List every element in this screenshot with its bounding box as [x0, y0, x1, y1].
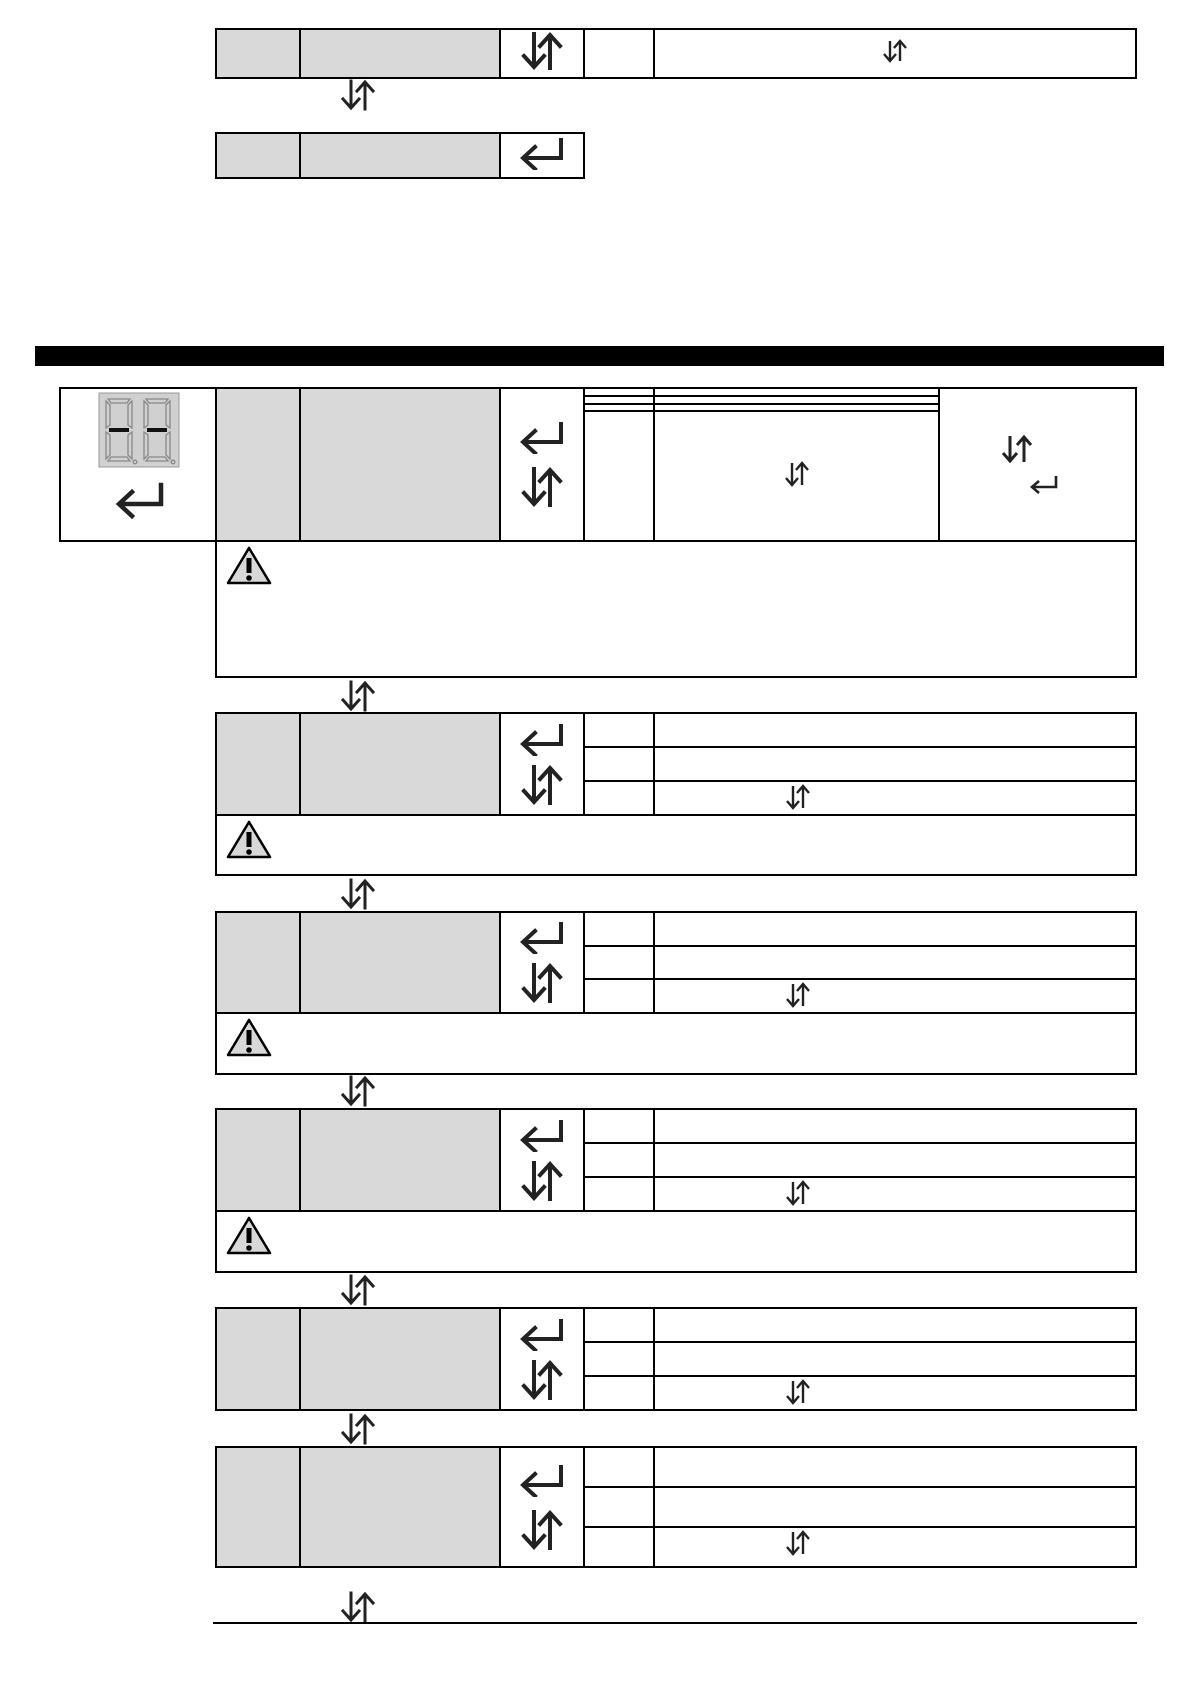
warning-triangle-icon: [225, 1215, 273, 1257]
param-name-cell: [300, 1109, 500, 1211]
up-down-arrows-icon: [785, 982, 811, 1008]
warning-note-2: [215, 815, 1137, 876]
parameter-block-3: [215, 911, 1137, 1014]
param-name-cell: [300, 912, 500, 1013]
warning-triangle-icon: [225, 819, 273, 861]
option-desc-cell: [654, 1447, 1136, 1487]
up-down-arrows-icon: [340, 679, 376, 713]
up-down-arrows-icon: [520, 1159, 564, 1203]
param-name-cell: [300, 1308, 500, 1410]
up-down-arrows-icon: [520, 30, 564, 72]
option-code-cell: [584, 1527, 654, 1567]
option-code-cell: [584, 912, 654, 946]
option-code-cell: [584, 388, 654, 396]
enter-return-arrow-icon: [517, 1118, 567, 1152]
option-code-cell: [584, 1376, 654, 1410]
up-down-arrows-icon: [785, 1180, 811, 1206]
param-code-cell: [216, 1447, 300, 1567]
up-down-arrows-icon: [340, 1273, 376, 1307]
option-desc-cell: [654, 404, 939, 412]
param-code-cell: [216, 912, 300, 1013]
param-code-cell: [216, 388, 300, 541]
option-desc-cell: [654, 1527, 1136, 1567]
enter-return-arrow-icon: [517, 722, 567, 756]
param-code-cell: [216, 29, 300, 78]
option-desc-cell: [654, 1109, 1136, 1143]
up-down-arrows-icon: [784, 461, 810, 487]
option-desc-cell: [654, 29, 1136, 78]
param-code-cell: [216, 1308, 300, 1410]
top-enter-row: [215, 132, 585, 179]
option-desc-cell: [654, 912, 1136, 946]
up-down-arrows-icon: [785, 784, 811, 810]
option-code-cell: [584, 1487, 654, 1527]
enter-return-arrow-icon: [517, 136, 567, 170]
nav-icons-cell: [500, 388, 584, 541]
up-down-arrows-icon: [785, 1379, 811, 1405]
bottom-rule: [213, 1622, 1137, 1624]
option-desc-cell: [654, 411, 939, 541]
option-code-cell: [584, 1177, 654, 1211]
up-down-arrows-icon: [520, 961, 564, 1005]
up-down-arrows-icon: [520, 1358, 564, 1402]
section-display-box: [59, 387, 216, 542]
option-code-cell: [584, 747, 654, 781]
option-code-cell: [584, 781, 654, 815]
warning-note-1: [215, 541, 1137, 678]
option-desc-cell: [654, 396, 939, 404]
param-name-cell: [300, 1447, 500, 1567]
option-code-cell: [584, 404, 654, 412]
up-down-arrows-icon: [340, 877, 376, 911]
enter-return-arrow-icon: [517, 920, 567, 954]
option-code-cell: [584, 396, 654, 404]
up-down-arrows-icon: [1000, 433, 1034, 465]
up-down-arrows-icon: [340, 1590, 376, 1624]
up-down-arrows-icon: [785, 1530, 811, 1556]
seven-segment-display-icon: [98, 392, 180, 468]
enter-return-arrow-icon: [113, 481, 167, 519]
warning-note-3: [215, 1013, 1137, 1075]
option-code-cell: [584, 1447, 654, 1487]
nav-icons-cell: [500, 1447, 584, 1567]
option-desc-cell: [654, 1376, 1136, 1410]
param-name-cell: [300, 133, 500, 178]
option-desc-cell: [654, 781, 1136, 815]
up-down-arrows-icon: [520, 1508, 564, 1552]
option-desc-cell: [654, 1177, 1136, 1211]
parameter-block-2: [215, 712, 1137, 816]
option-code-cell: [584, 411, 654, 541]
up-down-arrows-icon: [520, 465, 564, 509]
notes-cell: [939, 388, 1136, 541]
enter-return-arrow-icon: [517, 420, 567, 454]
option-desc-cell: [654, 713, 1136, 747]
option-desc-cell: [654, 1308, 1136, 1342]
option-desc-cell: [654, 979, 1136, 1013]
option-code-cell: [584, 946, 654, 980]
parameter-block-4: [215, 1108, 1137, 1212]
up-down-arrows-icon: [340, 1074, 376, 1108]
param-name-cell: [300, 713, 500, 815]
nav-icons-cell: [500, 713, 584, 815]
up-down-arrows-icon: [340, 1412, 376, 1446]
option-desc-cell: [654, 1487, 1136, 1527]
warning-triangle-icon: [225, 545, 273, 587]
nav-icons-cell: [500, 1308, 584, 1410]
nav-icons-cell: [500, 912, 584, 1013]
nav-icons-cell: [500, 1109, 584, 1211]
top-parameter-row: [215, 28, 1137, 79]
option-desc-cell: [654, 388, 939, 396]
up-down-arrows-icon: [340, 78, 376, 112]
option-code-cell: [584, 713, 654, 747]
param-name-cell: [300, 388, 500, 541]
up-down-arrows-icon: [882, 39, 908, 63]
option-code-cell: [584, 1109, 654, 1143]
option-code-cell: [584, 1342, 654, 1376]
option-code-cell: [584, 979, 654, 1013]
enter-return-arrow-icon: [1028, 473, 1060, 495]
param-code-cell: [216, 133, 300, 178]
parameter-block-1: [215, 387, 1137, 542]
enter-cell: [500, 133, 584, 178]
option-code-cell: [584, 1143, 654, 1177]
param-name-cell: [300, 29, 500, 78]
section-divider-bar: [35, 346, 1164, 366]
option-code-cell: [584, 1308, 654, 1342]
parameter-block-5: [215, 1307, 1137, 1411]
enter-return-arrow-icon: [517, 1317, 567, 1351]
warning-triangle-icon: [225, 1017, 273, 1059]
param-code-cell: [216, 713, 300, 815]
option-desc-cell: [654, 946, 1136, 980]
option-desc-cell: [654, 747, 1136, 781]
warning-note-4: [215, 1211, 1137, 1273]
option-desc-cell: [654, 1143, 1136, 1177]
option-code-cell: [584, 29, 654, 78]
parameter-block-6: [215, 1446, 1137, 1568]
scroll-cell: [500, 29, 584, 78]
up-down-arrows-icon: [520, 763, 564, 807]
enter-return-arrow-icon: [517, 1463, 567, 1497]
option-desc-cell: [654, 1342, 1136, 1376]
param-code-cell: [216, 1109, 300, 1211]
